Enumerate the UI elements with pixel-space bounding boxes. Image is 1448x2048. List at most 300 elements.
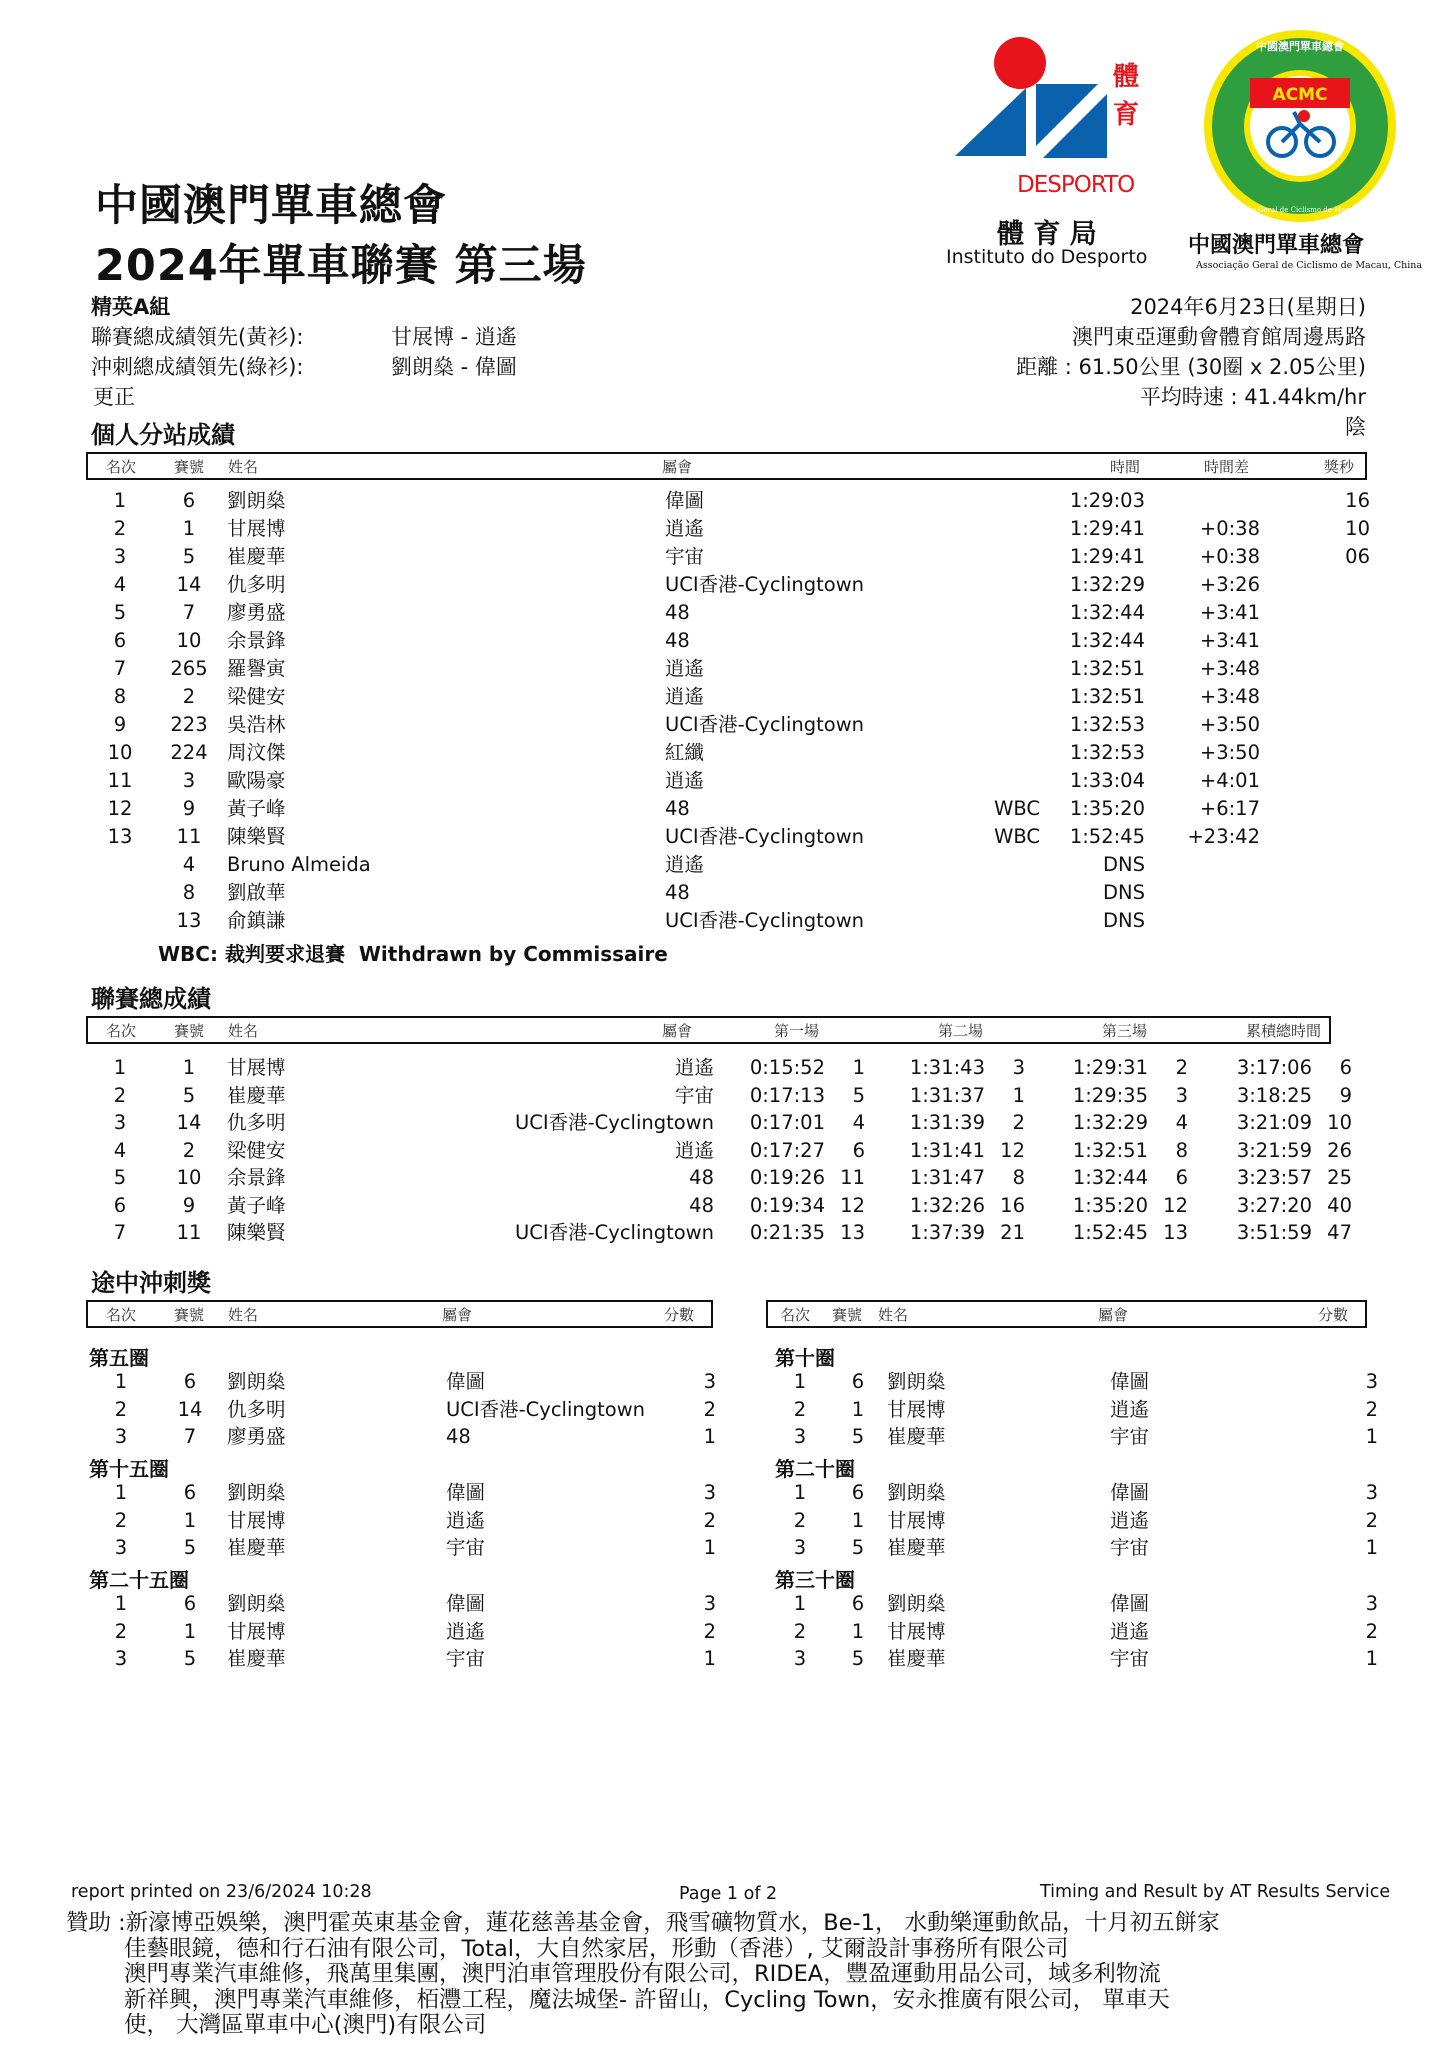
acmc-name-cn: 中國澳門單車總會 (1188, 232, 1365, 258)
total-place: 40 (1327, 1193, 1352, 1217)
rider-name: 梁健安 (227, 1138, 286, 1162)
gap: +3:41 (1199, 629, 1260, 652)
rider-name: 甘展博 (227, 1619, 286, 1643)
round3-place: 12 (1163, 1193, 1188, 1217)
rider-name: 黃子峰 (227, 1193, 286, 1217)
team: 宇宙 (446, 1647, 486, 1670)
timing-credit: Timing and Result by AT Results Service (1040, 1882, 1391, 1902)
points: 3 (1365, 1592, 1378, 1615)
rider-name: 崔慶華 (227, 1083, 286, 1107)
rider-name: 劉朗燊 (227, 489, 286, 512)
round2-place: 12 (1000, 1138, 1025, 1162)
gap: +6:17 (1199, 797, 1260, 820)
printed-on: report printed on 23/6/2024 10:28 (71, 1882, 372, 1902)
bib: 11 (176, 1221, 202, 1244)
rank: 2 (114, 1619, 128, 1643)
total-time: 3:23:57 (1236, 1166, 1312, 1189)
rank: 11 (107, 769, 133, 792)
race-distance: 距離 : 61.50公里 (30圈 x 2.05公里) (1016, 355, 1366, 379)
avg-speed: 平均時速 : 41.44km/hr (1139, 385, 1366, 409)
gc-header (86, 1016, 1331, 1044)
team: 逍遙 (1110, 1508, 1150, 1532)
round1-place: 5 (852, 1083, 865, 1107)
rank: 1 (114, 1592, 128, 1615)
desporto-logo (946, 30, 1150, 270)
total-place: 47 (1327, 1221, 1352, 1244)
rank: 2 (793, 1397, 807, 1421)
rider-name: 劉朗燊 (227, 1481, 286, 1504)
sprint-group-label: 第十圈 (775, 1346, 835, 1370)
rank: 2 (793, 1619, 807, 1643)
page-number: Page 1 of 2 (679, 1884, 778, 1904)
bib: 8 (182, 881, 196, 904)
team: 逍遙 (665, 657, 705, 680)
team: 逍遙 (665, 517, 705, 540)
bib: 5 (851, 1647, 865, 1670)
gc-col-total: 累積總時間 (1246, 1022, 1322, 1040)
bib: 9 (182, 1193, 196, 1217)
round2-time: 1:31:43 (909, 1056, 985, 1079)
round3-place: 2 (1175, 1056, 1188, 1079)
rank: 3 (113, 1111, 127, 1134)
sprint-group-label: 第十五圈 (89, 1457, 169, 1481)
team: 偉圖 (446, 1592, 486, 1615)
team: 48 (665, 629, 690, 652)
rank: 6 (113, 629, 127, 652)
sponsor-line: 使， 大灣區單車中心(澳門)有限公司 (124, 2012, 487, 2038)
gap: +23:42 (1187, 825, 1260, 848)
rider-name: 崔慶華 (887, 1425, 946, 1448)
total-place: 10 (1327, 1111, 1352, 1134)
time: 1:29:41 (1069, 545, 1145, 568)
team: 偉圖 (1110, 1592, 1150, 1615)
team: 偉圖 (446, 1481, 486, 1504)
team: 逍遙 (674, 1138, 714, 1162)
points: 3 (703, 1370, 716, 1393)
points: 3 (1365, 1481, 1378, 1504)
time: 1:35:20 (1069, 797, 1145, 820)
rider-name: 甘展博 (887, 1397, 946, 1421)
rider-name: Bruno Almeida (227, 853, 371, 876)
bib: 1 (182, 517, 196, 540)
bib: 6 (851, 1592, 865, 1615)
gc-col-bib: 賽號 (174, 1022, 205, 1040)
bib: 1 (851, 1508, 865, 1532)
rider-name: 周汶傑 (227, 741, 286, 764)
sponsor-line: 佳藝眼鏡，德和行石油有限公司，Total，大自然家居，形動（香港）, 艾爾設計事務所有限公司 (124, 1935, 1069, 1962)
rank: 13 (107, 825, 133, 848)
rider-name: 余景鋒 (227, 629, 286, 652)
rider-name: 崔慶華 (227, 545, 286, 568)
bib: 224 (170, 741, 208, 764)
round1-place: 11 (840, 1166, 865, 1189)
round2-time: 1:31:41 (909, 1138, 985, 1162)
leader-green-label: 沖刺總成績領先(綠衫): (91, 355, 304, 379)
bib: 6 (182, 489, 196, 512)
rank: 4 (113, 1138, 127, 1162)
rank: 6 (113, 1193, 127, 1217)
points: 1 (1365, 1425, 1378, 1448)
bureau-name-cn: 體 育 局 (997, 219, 1097, 250)
sprint-group-label: 第二十五圈 (89, 1568, 189, 1592)
rank: 12 (107, 797, 133, 820)
gap: +0:38 (1199, 517, 1260, 540)
acmc-badge-icon (1200, 26, 1400, 226)
round3-time: 1:29:35 (1072, 1083, 1148, 1107)
total-place: 6 (1339, 1056, 1352, 1079)
time: 1:32:51 (1069, 685, 1145, 708)
time: DNS (1103, 853, 1145, 876)
rank: 3 (113, 545, 127, 568)
bib: 5 (183, 1647, 197, 1670)
team: UCI香港-Cyclingtown (665, 825, 865, 848)
acmc-ring-cn: 中國澳門單車總會 (1256, 40, 1344, 53)
bib: 1 (183, 1619, 197, 1643)
bib: 7 (182, 601, 196, 624)
desporto-ideogram-2: 育 (1113, 100, 1140, 130)
rank: 1 (113, 489, 127, 512)
gc-col-name: 姓名 (228, 1022, 259, 1040)
total-place: 25 (1327, 1166, 1352, 1189)
points: 2 (703, 1619, 716, 1643)
col-rank: 名次 (106, 458, 137, 476)
team: 宇宙 (1110, 1647, 1150, 1670)
points: 2 (1365, 1619, 1378, 1643)
bib: 6 (183, 1481, 197, 1504)
team: UCI香港-Cyclingtown (665, 573, 865, 596)
team: UCI香港-Cyclingtown (665, 713, 865, 736)
bib: 14 (176, 1111, 202, 1134)
wbc-legend: WBC: 裁判要求退賽 Withdrawn by Commissaire (158, 942, 668, 966)
rider-name: 歐陽豪 (227, 769, 286, 792)
rank: 7 (113, 1221, 127, 1244)
rank: 8 (113, 685, 127, 708)
time: 1:32:29 (1069, 573, 1145, 596)
team: 48 (446, 1425, 471, 1448)
round2-place: 2 (1012, 1111, 1025, 1134)
gc-col-r2: 第二場 (938, 1022, 984, 1040)
team: 逍遙 (674, 1056, 714, 1079)
rider-name: 崔慶華 (887, 1536, 946, 1559)
rider-name: 仇多明 (227, 1111, 286, 1134)
rank: 1 (793, 1592, 807, 1615)
sp-col-team: 屬會 (1098, 1306, 1129, 1324)
points: 1 (1365, 1647, 1378, 1670)
rider-name: 甘展博 (227, 517, 286, 540)
rider-name: 劉朗燊 (887, 1592, 946, 1615)
gap: +3:26 (1199, 573, 1260, 596)
rider-name: 崔慶華 (227, 1647, 286, 1670)
team: 宇宙 (674, 1083, 714, 1107)
rank: 3 (793, 1536, 807, 1559)
team: 逍遙 (665, 685, 705, 708)
rider-name: 羅譽寅 (227, 657, 286, 680)
bib: 1 (851, 1397, 865, 1421)
leader-green: 劉朗燊 - 偉圖 (391, 355, 517, 379)
rider-name: 廖勇盛 (227, 1425, 286, 1448)
gc-col-rank: 名次 (106, 1022, 137, 1040)
rank: 2 (113, 517, 127, 540)
total-time: 3:21:09 (1236, 1111, 1312, 1134)
team: 宇宙 (1110, 1536, 1150, 1559)
round3-place: 4 (1175, 1111, 1188, 1134)
col-bib: 賽號 (174, 458, 205, 476)
sp-col-points: 分數 (1318, 1306, 1349, 1324)
bib: 2 (182, 1138, 196, 1162)
rider-name: 劉啟華 (227, 881, 286, 904)
team: 偉圖 (446, 1370, 486, 1393)
bib: 5 (851, 1425, 865, 1448)
time: 1:32:51 (1069, 657, 1145, 680)
team: 逍遙 (665, 769, 705, 792)
round3-place: 8 (1175, 1138, 1188, 1162)
round1-place: 4 (852, 1111, 865, 1134)
bib: 14 (176, 573, 202, 596)
round3-place: 6 (1175, 1166, 1188, 1189)
points: 1 (703, 1425, 716, 1448)
total-time: 3:17:06 (1236, 1056, 1312, 1079)
team: 偉圖 (1110, 1481, 1150, 1504)
total-time: 3:27:20 (1236, 1193, 1312, 1217)
acmc-logo (1188, 26, 1423, 276)
gap: +3:50 (1199, 713, 1260, 736)
round2-time: 1:32:26 (909, 1193, 985, 1217)
sp-col-name: 姓名 (228, 1306, 259, 1324)
points: 1 (703, 1536, 716, 1559)
team: 逍遙 (446, 1508, 486, 1532)
time: DNS (1103, 881, 1145, 904)
points: 3 (703, 1592, 716, 1615)
bib: 11 (176, 825, 202, 848)
points: 2 (703, 1508, 716, 1532)
sp-col-bib: 賽號 (832, 1306, 863, 1324)
rank: 3 (793, 1647, 807, 1670)
rider-name: 崔慶華 (887, 1647, 946, 1670)
rank: 4 (113, 573, 127, 596)
rider-name: 甘展博 (887, 1619, 946, 1643)
rider-name: 崔慶華 (227, 1536, 286, 1559)
round3-time: 1:52:45 (1072, 1221, 1148, 1244)
bonus-seconds: 06 (1345, 545, 1370, 568)
correction-note: 更正 (93, 385, 135, 409)
bib: 1 (182, 1056, 196, 1079)
sponsor-line: 新祥興，澳門專業汽車維修，栢灃工程，魔法城堡- 許留山，Cycling Town，安永推廣有限公司， 單車天 (124, 1986, 1170, 2013)
desporto-ideogram-1: 體 (1113, 62, 1140, 92)
round2-time: 1:37:39 (909, 1221, 985, 1244)
bib: 7 (183, 1425, 197, 1448)
sponsor-line: 贊助 :新濠博亞娛樂，澳門霍英東基金會，蓮花慈善基金會，飛雪礦物質水，Be-1， 水動樂運動飲品，十月初五餅家 (66, 1910, 1220, 1936)
round3-place: 3 (1175, 1083, 1188, 1107)
sponsor-line: 澳門專業汽車維修，飛萬里集團，澳門泊車管理股份有限公司，RIDEA，豐盈運動用品公司，域多利物流 (124, 1961, 1161, 1987)
sp-col-rank: 名次 (106, 1306, 137, 1324)
rider-name: 甘展博 (227, 1508, 286, 1532)
round1-time: 0:17:01 (749, 1111, 825, 1134)
rider-name: 廖勇盛 (227, 601, 286, 624)
team: 宇宙 (446, 1536, 486, 1559)
team: UCI香港-Cyclingtown (514, 1111, 714, 1134)
team: 48 (665, 601, 690, 624)
gap: +3:48 (1199, 657, 1260, 680)
bib: 6 (851, 1481, 865, 1504)
time: 1:33:04 (1069, 769, 1145, 792)
col-team: 屬會 (662, 458, 693, 476)
time: 1:52:45 (1069, 825, 1145, 848)
team: 偉圖 (665, 489, 705, 512)
points: 2 (1365, 1508, 1378, 1532)
total-time: 3:51:59 (1236, 1221, 1312, 1244)
bib: 6 (183, 1592, 197, 1615)
rider-name: 甘展博 (227, 1056, 286, 1079)
rank: 1 (113, 1056, 127, 1079)
rider-name: 劉朗燊 (887, 1481, 946, 1504)
gap: +3:48 (1199, 685, 1260, 708)
sp-col-team: 屬會 (442, 1306, 473, 1324)
gap: +0:38 (1199, 545, 1260, 568)
bib: 14 (177, 1397, 203, 1421)
rider-name: 陳樂賢 (227, 1221, 286, 1244)
time: 1:29:03 (1069, 489, 1145, 512)
status-note: WBC (994, 825, 1040, 848)
bib: 265 (170, 657, 208, 680)
rank: 7 (113, 657, 127, 680)
col-name: 姓名 (228, 458, 259, 476)
bib: 9 (182, 797, 196, 820)
weather: 陰 (1345, 415, 1366, 439)
time: 1:29:41 (1069, 517, 1145, 540)
rider-name: 陳樂賢 (227, 825, 286, 848)
bib: 6 (183, 1370, 197, 1393)
round3-time: 1:32:29 (1072, 1111, 1148, 1134)
rider-name: 俞鎮謙 (227, 909, 286, 932)
bonus-seconds: 10 (1345, 517, 1370, 540)
rank: 1 (114, 1481, 128, 1504)
sp-col-points: 分數 (664, 1306, 695, 1324)
rider-name: 黃子峰 (227, 797, 286, 820)
team: 逍遙 (1110, 1397, 1150, 1421)
time: 1:32:44 (1069, 629, 1145, 652)
sprints-header-right (766, 1300, 1367, 1328)
rider-name: 劉朗燊 (887, 1370, 946, 1393)
rider-name: 吳浩林 (227, 713, 286, 736)
team: UCI香港-Cyclingtown (446, 1397, 646, 1421)
bib: 10 (176, 629, 202, 652)
rider-name: 劉朗燊 (227, 1370, 286, 1393)
bib: 3 (182, 769, 196, 792)
rank: 5 (113, 1166, 127, 1189)
team: UCI香港-Cyclingtown (514, 1221, 714, 1244)
stage-title: 個人分站成績 (91, 421, 235, 449)
round1-time: 0:19:26 (749, 1166, 825, 1189)
team: 紅纖 (665, 741, 705, 764)
round1-place: 12 (840, 1193, 865, 1217)
sp-col-rank: 名次 (780, 1306, 811, 1324)
rank: 3 (114, 1425, 128, 1448)
event-title: 2024年單車聯賽 第三場 (95, 241, 587, 291)
rank: 3 (793, 1425, 807, 1448)
rank: 3 (114, 1536, 128, 1559)
col-gap: 時間差 (1204, 458, 1250, 476)
round1-place: 13 (840, 1221, 865, 1244)
time: 1:32:53 (1069, 713, 1145, 736)
bib: 223 (170, 713, 208, 736)
round2-place: 1 (1012, 1083, 1025, 1107)
rank: 1 (793, 1370, 807, 1393)
round1-time: 0:21:35 (749, 1221, 825, 1244)
rank: 2 (114, 1397, 128, 1421)
acmc-badge-text: ACMC (1272, 85, 1328, 105)
gc-col-team: 屬會 (662, 1022, 693, 1040)
round1-time: 0:17:27 (749, 1138, 825, 1162)
bib: 2 (182, 685, 196, 708)
round2-place: 8 (1012, 1166, 1025, 1189)
round2-place: 3 (1012, 1056, 1025, 1079)
round1-time: 0:17:13 (749, 1083, 825, 1107)
acmc-name-pt: Associação Geral de Ciclismo de Macau, China (1196, 260, 1423, 271)
bib: 5 (182, 545, 196, 568)
team: UCI香港-Cyclingtown (665, 909, 865, 932)
desporto-wordmark: DESPORTO (1017, 172, 1135, 198)
sprints-header-left (86, 1300, 713, 1328)
rank: 5 (113, 601, 127, 624)
rank: 2 (793, 1508, 807, 1532)
time: 1:32:44 (1069, 601, 1145, 624)
org-title: 中國澳門單車總會 (95, 181, 447, 231)
team: 逍遙 (665, 853, 705, 876)
round2-time: 1:31:47 (909, 1166, 985, 1189)
leader-yellow: 甘展博 - 逍遙 (391, 325, 517, 349)
sp-col-bib: 賽號 (174, 1306, 205, 1324)
gc-col-r3: 第三場 (1102, 1022, 1148, 1040)
bib: 1 (851, 1619, 865, 1643)
time: 1:32:53 (1069, 741, 1145, 764)
round3-time: 1:32:51 (1072, 1138, 1148, 1162)
sprints-title: 途中沖刺獎 (91, 1269, 211, 1297)
round1-time: 0:19:34 (749, 1193, 825, 1217)
round3-place: 13 (1163, 1221, 1188, 1244)
total-time: 3:18:25 (1236, 1083, 1312, 1107)
rider-name: 余景鋒 (227, 1166, 286, 1189)
team: 宇宙 (1110, 1425, 1150, 1448)
points: 3 (703, 1481, 716, 1504)
category: 精英A組 (91, 295, 171, 319)
round2-time: 1:31:39 (909, 1111, 985, 1134)
col-bonus: 獎秒 (1324, 458, 1355, 476)
team: 逍遙 (1110, 1619, 1150, 1643)
rank: 3 (114, 1647, 128, 1670)
points: 1 (703, 1647, 716, 1670)
team: 48 (665, 797, 690, 820)
team: 偉圖 (1110, 1370, 1150, 1393)
team: 48 (689, 1166, 714, 1189)
team: 宇宙 (665, 545, 705, 568)
round3-time: 1:32:44 (1072, 1166, 1148, 1189)
rank: 1 (793, 1481, 807, 1504)
acmc-ring-pt: Associação Geral de Ciclismo de Macau, China (1216, 206, 1384, 214)
rank: 1 (114, 1370, 128, 1393)
rider-name: 仇多明 (227, 573, 286, 596)
bib: 5 (851, 1536, 865, 1559)
total-time: 3:21:59 (1236, 1138, 1312, 1162)
points: 1 (1365, 1536, 1378, 1559)
bureau-name-pt: Instituto do Desporto (946, 246, 1148, 268)
leader-yellow-label: 聯賽總成績領先(黃衫): (91, 325, 304, 349)
round1-time: 0:15:52 (749, 1056, 825, 1079)
total-place: 9 (1339, 1083, 1352, 1107)
team: 48 (665, 881, 690, 904)
points: 2 (1365, 1397, 1378, 1421)
round3-time: 1:29:31 (1072, 1056, 1148, 1079)
gc-title: 聯賽總成績 (91, 985, 211, 1013)
